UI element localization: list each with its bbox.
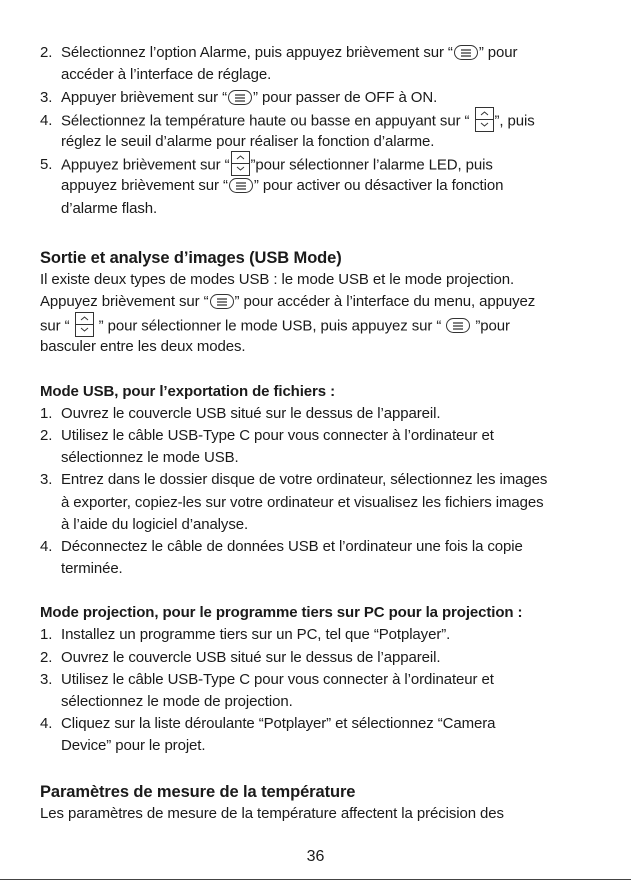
- usb-section-p3: sur “ ” pour sélectionner le mode USB, puis appuyez sur “ ”pour: [40, 314, 510, 339]
- step-5-line2: appuyez brièvement sur “ ” pour activer ou désactiver la fonction: [61, 177, 504, 194]
- step-2-cont: accéder à l’interface de réglage.: [61, 66, 272, 83]
- usb-mode-heading: Mode USB, pour l’exportation de fichiers :: [40, 383, 335, 400]
- menu-button-icon: [210, 294, 234, 309]
- menu-button-icon: [454, 45, 478, 60]
- usb-section-p2: Appuyez brièvement sur “ ” pour accéder à l’interface du menu, appuyez: [40, 293, 536, 310]
- usb-step-1: 1. Ouvrez le couvercle USB situé sur le dessus de l’appareil.: [40, 405, 441, 422]
- step-4: 4. Sélectionnez la température haute ou basse en appuyant sur “ ”, puis: [40, 109, 535, 134]
- menu-button-icon: [228, 90, 252, 105]
- step-5: 5. Appuyez brièvement sur “ ”pour sélectionner l’alarme LED, puis: [40, 153, 493, 178]
- usb-section-heading: Sortie et analyse d’images (USB Mode): [40, 249, 342, 267]
- projection-mode-heading: Mode projection, pour le programme tiers sur PC pour la projection :: [40, 604, 523, 621]
- menu-button-icon: [446, 318, 470, 333]
- menu-button-icon: [229, 178, 253, 193]
- up-down-button-icon: [475, 107, 494, 132]
- up-down-button-icon: [231, 151, 250, 176]
- temperature-section-heading: Paramètres de mesure de la température: [40, 783, 356, 801]
- usb-section-p1: Il existe deux types de modes USB : le mode USB et le mode projection.: [40, 271, 515, 288]
- temperature-section-p1: Les paramètres de mesure de la température affectent la précision des: [40, 805, 504, 822]
- usb-step-3: 3. Entrez dans le dossier disque de votre ordinateur, sélectionnez les images: [40, 471, 548, 488]
- usb-section-p4: basculer entre les deux modes.: [40, 338, 246, 355]
- projection-step-1: 1. Installez un programme tiers sur un PC, tel que “Potplayer”.: [40, 626, 451, 643]
- step-2: 2. Sélectionnez l’option Alarme, puis appuyez brièvement sur “ ” pour: [40, 44, 518, 61]
- projection-step-4-cont: Device” pour le projet.: [61, 737, 206, 754]
- step-3: 3. Appuyer brièvement sur “ ” pour passer de OFF à ON.: [40, 89, 438, 106]
- step-4-cont: réglez le seuil d’alarme pour réaliser la fonction d’alarme.: [61, 133, 435, 150]
- projection-step-3-cont: sélectionnez le mode de projection.: [61, 693, 293, 710]
- projection-step-2: 2. Ouvrez le couvercle USB situé sur le dessus de l’appareil.: [40, 649, 441, 666]
- usb-step-3-cont: à exporter, copiez-les sur votre ordinateur et visualisez les fichiers images: [61, 494, 544, 511]
- usb-step-4: 4. Déconnectez le câble de données USB et l’ordinateur une fois la copie: [40, 538, 523, 555]
- page-number: 36: [306, 848, 325, 865]
- projection-step-4: 4. Cliquez sur la liste déroulante “Potplayer” et sélectionnez “Camera: [40, 715, 496, 732]
- projection-step-3: 3. Utilisez le câble USB-Type C pour vous connecter à l’ordinateur et: [40, 671, 494, 688]
- usb-step-4-cont: terminée.: [61, 560, 123, 577]
- usb-step-3-cont2: à l’aide du logiciel d’analyse.: [61, 516, 249, 533]
- up-down-button-icon: [75, 312, 94, 337]
- step-5-cont: d’alarme flash.: [61, 200, 158, 217]
- footer-rule: [0, 879, 631, 880]
- usb-step-2-cont: sélectionnez le mode USB.: [61, 449, 239, 466]
- usb-step-2: 2. Utilisez le câble USB-Type C pour vous connecter à l’ordinateur et: [40, 427, 494, 444]
